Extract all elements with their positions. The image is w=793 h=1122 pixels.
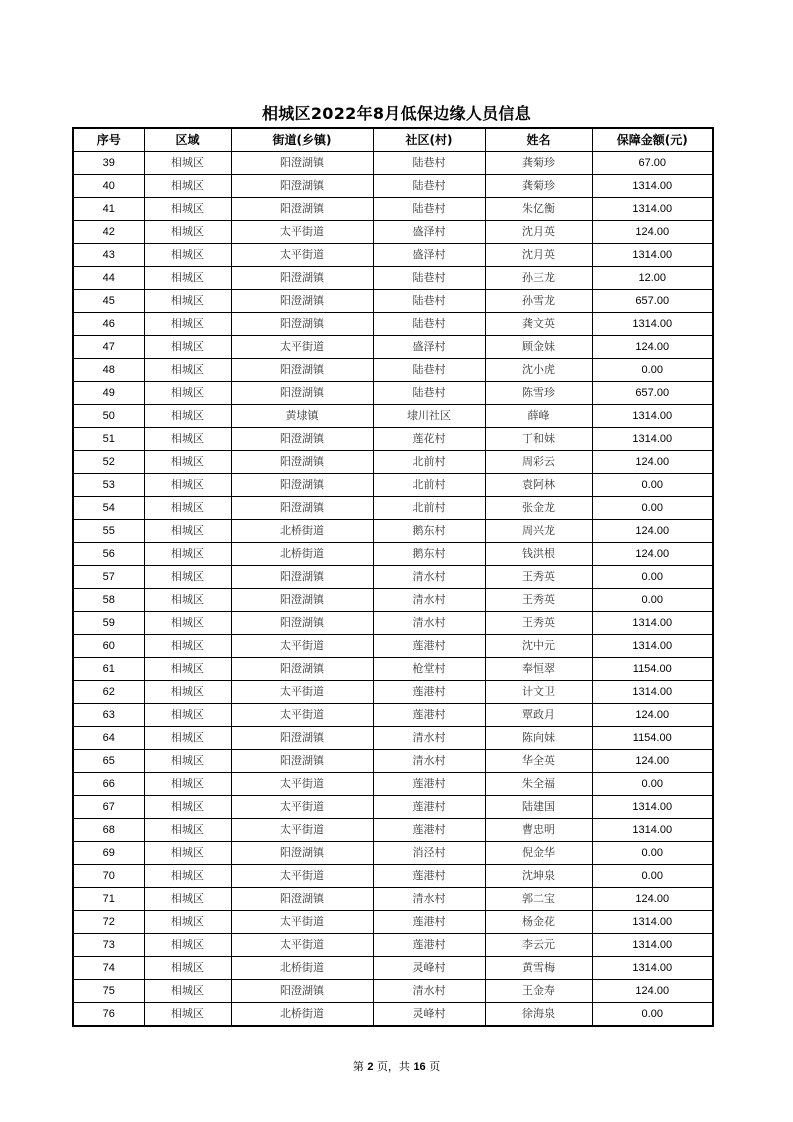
table-row [73, 428, 713, 451]
table-row [73, 865, 713, 888]
cell-district: 相城区 [144, 934, 231, 957]
cell-name: 朱亿衡 [485, 198, 592, 221]
cell-serial: 71 [73, 888, 144, 911]
data-table [72, 127, 714, 1027]
document-title: 相城区2022年8月低保边缘人员信息 [261, 104, 532, 123]
cell-street: 太平街道 [231, 681, 373, 704]
cell-amount: 1314.00 [592, 428, 713, 451]
cell-name: 沈中元 [485, 635, 592, 658]
cell-street: 太平街道 [231, 336, 373, 359]
cell-district: 相城区 [144, 888, 231, 911]
cell-community: 埭川社区 [373, 405, 485, 428]
cell-amount: 1314.00 [592, 405, 713, 428]
cell-district: 相城区 [144, 681, 231, 704]
cell-name: 张金龙 [485, 497, 592, 520]
cell-street: 太平街道 [231, 934, 373, 957]
cell-name: 华全英 [485, 750, 592, 773]
cell-community: 清水村 [373, 888, 485, 911]
cell-community: 陆巷村 [373, 152, 485, 175]
cell-street: 阳澄湖镇 [231, 175, 373, 198]
cell-street: 太平街道 [231, 819, 373, 842]
header-amount: 保障金额(元) [592, 128, 713, 152]
cell-name: 沈坤泉 [485, 865, 592, 888]
cell-district: 相城区 [144, 658, 231, 681]
cell-district: 相城区 [144, 474, 231, 497]
header-street: 街道(乡镇) [231, 128, 373, 152]
cell-street: 阳澄湖镇 [231, 612, 373, 635]
cell-community: 消泾村 [373, 842, 485, 865]
cell-serial: 73 [73, 934, 144, 957]
table-row [73, 658, 713, 681]
cell-amount: 12.00 [592, 267, 713, 290]
cell-amount: 0.00 [592, 589, 713, 612]
cell-name: 孙雪龙 [485, 290, 592, 313]
cell-street: 阳澄湖镇 [231, 497, 373, 520]
cell-district: 相城区 [144, 566, 231, 589]
cell-street: 太平街道 [231, 704, 373, 727]
header-name: 姓名 [485, 128, 592, 152]
cell-serial: 69 [73, 842, 144, 865]
cell-community: 鹅东村 [373, 543, 485, 566]
cell-amount: 1154.00 [592, 727, 713, 750]
cell-street: 阳澄湖镇 [231, 152, 373, 175]
cell-amount: 124.00 [592, 888, 713, 911]
cell-serial: 59 [73, 612, 144, 635]
cell-amount: 1154.00 [592, 658, 713, 681]
cell-name: 钱洪根 [485, 543, 592, 566]
cell-amount: 124.00 [592, 543, 713, 566]
table-row [73, 934, 713, 957]
cell-street: 阳澄湖镇 [231, 888, 373, 911]
cell-district: 相城区 [144, 336, 231, 359]
cell-district: 相城区 [144, 980, 231, 1003]
cell-amount: 67.00 [592, 152, 713, 175]
cell-street: 阳澄湖镇 [231, 290, 373, 313]
cell-amount: 124.00 [592, 704, 713, 727]
cell-district: 相城区 [144, 152, 231, 175]
table-row [73, 1003, 713, 1027]
cell-street: 太平街道 [231, 221, 373, 244]
cell-amount: 0.00 [592, 566, 713, 589]
table-row [73, 727, 713, 750]
cell-name: 丁和妹 [485, 428, 592, 451]
cell-name: 曹忠明 [485, 819, 592, 842]
cell-community: 鹅东村 [373, 520, 485, 543]
cell-community: 莲港村 [373, 773, 485, 796]
cell-amount: 1314.00 [592, 957, 713, 980]
cell-amount: 1314.00 [592, 911, 713, 934]
cell-community: 枪堂村 [373, 658, 485, 681]
cell-amount: 1314.00 [592, 198, 713, 221]
cell-street: 阳澄湖镇 [231, 727, 373, 750]
table-row [73, 267, 713, 290]
cell-community: 莲港村 [373, 934, 485, 957]
cell-district: 相城区 [144, 727, 231, 750]
table-row [73, 888, 713, 911]
cell-district: 相城区 [144, 819, 231, 842]
cell-name: 倪金华 [485, 842, 592, 865]
table-row [73, 911, 713, 934]
table-row [73, 704, 713, 727]
cell-community: 清水村 [373, 566, 485, 589]
cell-community: 清水村 [373, 727, 485, 750]
cell-community: 莲港村 [373, 704, 485, 727]
cell-serial: 43 [73, 244, 144, 267]
cell-name: 奉恒翠 [485, 658, 592, 681]
cell-serial: 70 [73, 865, 144, 888]
cell-name: 计文卫 [485, 681, 592, 704]
cell-name: 李云元 [485, 934, 592, 957]
cell-community: 清水村 [373, 612, 485, 635]
cell-street: 北桥街道 [231, 1003, 373, 1027]
cell-serial: 60 [73, 635, 144, 658]
table-row [73, 589, 713, 612]
cell-name: 龚菊珍 [485, 152, 592, 175]
cell-amount: 0.00 [592, 497, 713, 520]
table-row [73, 175, 713, 198]
cell-serial: 50 [73, 405, 144, 428]
table-row [73, 520, 713, 543]
cell-street: 阳澄湖镇 [231, 382, 373, 405]
cell-district: 相城区 [144, 589, 231, 612]
cell-name: 覃政月 [485, 704, 592, 727]
table-row [73, 198, 713, 221]
cell-amount: 0.00 [592, 1003, 713, 1027]
cell-street: 阳澄湖镇 [231, 267, 373, 290]
cell-street: 阳澄湖镇 [231, 428, 373, 451]
cell-street: 阳澄湖镇 [231, 474, 373, 497]
cell-serial: 63 [73, 704, 144, 727]
cell-name: 周彩云 [485, 451, 592, 474]
cell-serial: 72 [73, 911, 144, 934]
cell-amount: 0.00 [592, 842, 713, 865]
cell-district: 相城区 [144, 773, 231, 796]
table-row [73, 290, 713, 313]
cell-name: 朱全福 [485, 773, 592, 796]
table-body [73, 152, 713, 1027]
cell-community: 北前村 [373, 497, 485, 520]
cell-community: 莲港村 [373, 819, 485, 842]
cell-serial: 74 [73, 957, 144, 980]
cell-amount: 1314.00 [592, 313, 713, 336]
table-row [73, 313, 713, 336]
cell-district: 相城区 [144, 612, 231, 635]
cell-amount: 0.00 [592, 474, 713, 497]
cell-serial: 76 [73, 1003, 144, 1027]
cell-community: 北前村 [373, 451, 485, 474]
cell-serial: 54 [73, 497, 144, 520]
table-row [73, 359, 713, 382]
cell-name: 陆建国 [485, 796, 592, 819]
cell-serial: 46 [73, 313, 144, 336]
cell-district: 相城区 [144, 957, 231, 980]
cell-district: 相城区 [144, 244, 231, 267]
cell-street: 北桥街道 [231, 543, 373, 566]
cell-amount: 124.00 [592, 750, 713, 773]
cell-street: 太平街道 [231, 244, 373, 267]
table-row [73, 497, 713, 520]
cell-name: 龚文英 [485, 313, 592, 336]
cell-district: 相城区 [144, 865, 231, 888]
cell-serial: 58 [73, 589, 144, 612]
cell-amount: 657.00 [592, 382, 713, 405]
cell-name: 黄雪梅 [485, 957, 592, 980]
cell-community: 陆巷村 [373, 359, 485, 382]
cell-serial: 67 [73, 796, 144, 819]
cell-community: 莲港村 [373, 911, 485, 934]
cell-street: 阳澄湖镇 [231, 451, 373, 474]
cell-amount: 1314.00 [592, 244, 713, 267]
cell-name: 陈向妹 [485, 727, 592, 750]
cell-serial: 52 [73, 451, 144, 474]
cell-district: 相城区 [144, 543, 231, 566]
cell-community: 莲港村 [373, 796, 485, 819]
cell-serial: 41 [73, 198, 144, 221]
table-row [73, 474, 713, 497]
cell-community: 莲港村 [373, 865, 485, 888]
cell-district: 相城区 [144, 359, 231, 382]
cell-serial: 62 [73, 681, 144, 704]
table-header-row [73, 128, 713, 152]
cell-name: 孙三龙 [485, 267, 592, 290]
table-row [73, 244, 713, 267]
cell-community: 灵峰村 [373, 1003, 485, 1027]
cell-street: 北桥街道 [231, 520, 373, 543]
cell-community: 清水村 [373, 589, 485, 612]
table-row [73, 566, 713, 589]
cell-district: 相城区 [144, 750, 231, 773]
table-row [73, 819, 713, 842]
cell-community: 陆巷村 [373, 290, 485, 313]
cell-community: 莲花村 [373, 428, 485, 451]
cell-serial: 44 [73, 267, 144, 290]
cell-street: 阳澄湖镇 [231, 980, 373, 1003]
cell-amount: 1314.00 [592, 819, 713, 842]
cell-street: 阳澄湖镇 [231, 842, 373, 865]
cell-amount: 0.00 [592, 359, 713, 382]
header-community: 社区(村) [373, 128, 485, 152]
table-row [73, 796, 713, 819]
cell-district: 相城区 [144, 635, 231, 658]
cell-name: 杨金花 [485, 911, 592, 934]
cell-district: 相城区 [144, 405, 231, 428]
cell-amount: 1314.00 [592, 612, 713, 635]
cell-serial: 53 [73, 474, 144, 497]
cell-community: 清水村 [373, 980, 485, 1003]
table-row [73, 957, 713, 980]
cell-name: 陈雪珍 [485, 382, 592, 405]
cell-serial: 61 [73, 658, 144, 681]
table-row [73, 612, 713, 635]
cell-serial: 56 [73, 543, 144, 566]
cell-community: 盛泽村 [373, 221, 485, 244]
cell-amount: 1314.00 [592, 175, 713, 198]
cell-community: 盛泽村 [373, 244, 485, 267]
cell-district: 相城区 [144, 842, 231, 865]
cell-street: 太平街道 [231, 796, 373, 819]
table-row [73, 681, 713, 704]
cell-street: 阳澄湖镇 [231, 313, 373, 336]
cell-street: 阳澄湖镇 [231, 658, 373, 681]
cell-serial: 66 [73, 773, 144, 796]
cell-amount: 124.00 [592, 980, 713, 1003]
cell-serial: 49 [73, 382, 144, 405]
table-row [73, 842, 713, 865]
table-row [73, 451, 713, 474]
cell-district: 相城区 [144, 520, 231, 543]
table-row [73, 152, 713, 175]
cell-street: 太平街道 [231, 865, 373, 888]
table-row [73, 336, 713, 359]
cell-name: 顾金妹 [485, 336, 592, 359]
cell-serial: 39 [73, 152, 144, 175]
cell-district: 相城区 [144, 313, 231, 336]
cell-street: 阳澄湖镇 [231, 566, 373, 589]
cell-serial: 47 [73, 336, 144, 359]
cell-amount: 1314.00 [592, 934, 713, 957]
cell-serial: 57 [73, 566, 144, 589]
cell-serial: 68 [73, 819, 144, 842]
table-row [73, 405, 713, 428]
cell-serial: 55 [73, 520, 144, 543]
table-row [73, 221, 713, 244]
cell-amount: 657.00 [592, 290, 713, 313]
footer-total-pages: 16 [413, 1061, 426, 1073]
cell-community: 陆巷村 [373, 175, 485, 198]
cell-name: 薛峰 [485, 405, 592, 428]
page-footer [0, 1058, 793, 1074]
cell-district: 相城区 [144, 221, 231, 244]
cell-community: 北前村 [373, 474, 485, 497]
cell-amount: 124.00 [592, 336, 713, 359]
cell-name: 徐海泉 [485, 1003, 592, 1027]
cell-serial: 40 [73, 175, 144, 198]
cell-district: 相城区 [144, 911, 231, 934]
cell-district: 相城区 [144, 175, 231, 198]
cell-street: 太平街道 [231, 773, 373, 796]
cell-serial: 45 [73, 290, 144, 313]
cell-district: 相城区 [144, 451, 231, 474]
cell-district: 相城区 [144, 1003, 231, 1027]
cell-street: 阳澄湖镇 [231, 589, 373, 612]
cell-serial: 51 [73, 428, 144, 451]
header-district: 区域 [144, 128, 231, 152]
cell-community: 陆巷村 [373, 267, 485, 290]
table-row [73, 773, 713, 796]
cell-street: 阳澄湖镇 [231, 750, 373, 773]
cell-district: 相城区 [144, 267, 231, 290]
table-row [73, 750, 713, 773]
footer-page-number: 2 [367, 1061, 374, 1073]
cell-serial: 64 [73, 727, 144, 750]
cell-name: 龚菊珍 [485, 175, 592, 198]
table-row [73, 635, 713, 658]
cell-amount: 1314.00 [592, 635, 713, 658]
cell-serial: 75 [73, 980, 144, 1003]
cell-name: 王秀英 [485, 566, 592, 589]
footer-suffix: 页 [429, 1060, 441, 1073]
cell-street: 阳澄湖镇 [231, 359, 373, 382]
table-row [73, 543, 713, 566]
cell-name: 王秀英 [485, 589, 592, 612]
footer-mid: 页，共 [376, 1060, 410, 1073]
cell-community: 莲港村 [373, 635, 485, 658]
table-row [73, 980, 713, 1003]
cell-community: 陆巷村 [373, 198, 485, 221]
cell-amount: 0.00 [592, 865, 713, 888]
cell-street: 太平街道 [231, 635, 373, 658]
header-serial: 序号 [73, 128, 144, 152]
footer-prefix: 第 [352, 1060, 364, 1073]
cell-street: 北桥街道 [231, 957, 373, 980]
cell-amount: 0.00 [592, 773, 713, 796]
cell-district: 相城区 [144, 290, 231, 313]
cell-name: 王秀英 [485, 612, 592, 635]
cell-community: 清水村 [373, 750, 485, 773]
cell-community: 陆巷村 [373, 382, 485, 405]
cell-district: 相城区 [144, 497, 231, 520]
cell-community: 陆巷村 [373, 313, 485, 336]
cell-name: 郭二宝 [485, 888, 592, 911]
cell-name: 王金寿 [485, 980, 592, 1003]
cell-amount: 1314.00 [592, 796, 713, 819]
cell-community: 灵峰村 [373, 957, 485, 980]
cell-district: 相城区 [144, 428, 231, 451]
cell-community: 莲港村 [373, 681, 485, 704]
cell-name: 周兴龙 [485, 520, 592, 543]
cell-community: 盛泽村 [373, 336, 485, 359]
cell-serial: 48 [73, 359, 144, 382]
cell-amount: 1314.00 [592, 681, 713, 704]
cell-street: 太平街道 [231, 911, 373, 934]
cell-name: 沈月英 [485, 244, 592, 267]
cell-amount: 124.00 [592, 451, 713, 474]
cell-name: 沈月英 [485, 221, 592, 244]
cell-amount: 124.00 [592, 221, 713, 244]
cell-street: 阳澄湖镇 [231, 198, 373, 221]
cell-district: 相城区 [144, 704, 231, 727]
cell-serial: 65 [73, 750, 144, 773]
cell-name: 沈小虎 [485, 359, 592, 382]
cell-serial: 42 [73, 221, 144, 244]
cell-street: 黄埭镇 [231, 405, 373, 428]
cell-district: 相城区 [144, 382, 231, 405]
cell-name: 袁阿林 [485, 474, 592, 497]
cell-amount: 124.00 [592, 520, 713, 543]
cell-district: 相城区 [144, 198, 231, 221]
table-row [73, 382, 713, 405]
cell-district: 相城区 [144, 796, 231, 819]
